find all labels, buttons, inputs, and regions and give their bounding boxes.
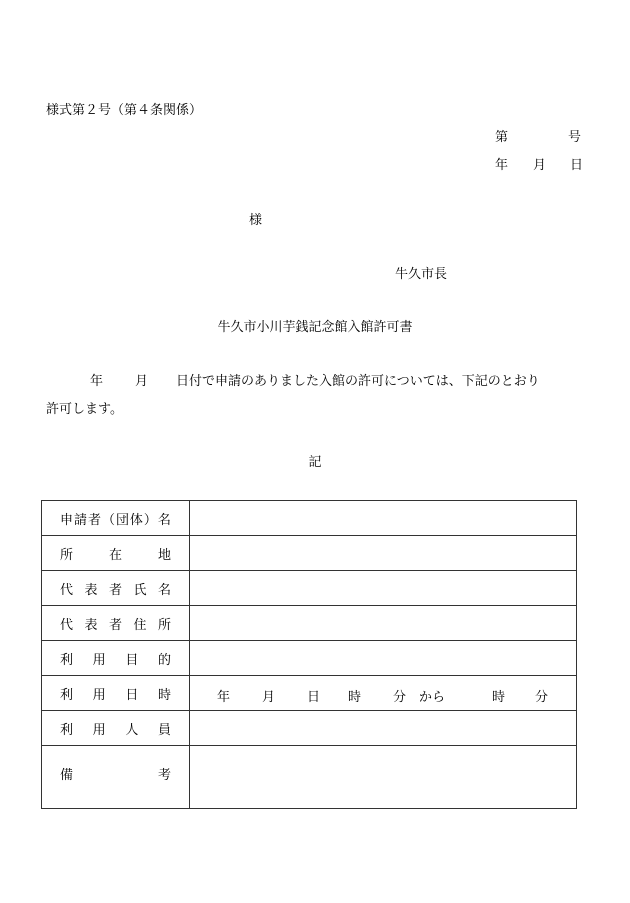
ref-go: 号 (568, 130, 582, 145)
datetime-label: 利 用 日 時 (42, 676, 190, 711)
remarks-field[interactable] (190, 746, 577, 809)
dt-year: 年 (217, 690, 231, 705)
rep-name-label: 代 表 者 氏 名 (42, 571, 190, 606)
table-row-rep-name (42, 571, 577, 606)
date-month: 月 (533, 158, 547, 173)
applicant-label: 申 請 者 （ 団 体 ） 名 (42, 501, 190, 536)
body-year: 年 (90, 374, 104, 389)
rep-name-field[interactable] (190, 571, 577, 606)
address-field[interactable] (190, 536, 577, 571)
table-row-purpose (42, 641, 577, 676)
visitors-label: 利 用 人 員 (42, 711, 190, 746)
date-day: 日 (570, 158, 584, 173)
dt-day: 日 (307, 690, 321, 705)
document-title: 牛久市小川芋銭記念館入館許可書 (217, 320, 413, 335)
applicant-field[interactable] (190, 501, 577, 536)
visitors-field[interactable] (190, 711, 577, 746)
dt-hour-start: 時 (348, 690, 362, 705)
issuer: 牛久市長 (395, 267, 448, 282)
address-label: 所 在 地 (42, 536, 190, 571)
body-month: 月 (135, 374, 149, 389)
table-row-visitors (42, 711, 577, 746)
body-text-line2: 許可します。 (46, 402, 123, 417)
ref-dai: 第 (495, 130, 509, 145)
form-number: 様式第２号（第４条関係） (46, 103, 203, 118)
dt-hour-end: 時 (492, 690, 506, 705)
addressee: 様 (249, 213, 263, 228)
purpose-field[interactable] (190, 641, 577, 676)
datetime-field[interactable] (190, 676, 577, 711)
purpose-label: 利 用 目 的 (42, 641, 190, 676)
details-table (41, 500, 577, 809)
table-row-remarks (42, 746, 577, 809)
dt-minute-end: 分 (535, 690, 549, 705)
dt-month: 月 (262, 690, 276, 705)
rep-address-label: 代 表 者 住 所 (42, 606, 190, 641)
body-text: 日付で申請のありました入館の許可については、下記のとおり (176, 374, 540, 389)
ki-heading: 記 (308, 455, 322, 470)
table-row-datetime (42, 676, 577, 711)
table-row-applicant (42, 501, 577, 536)
date-year: 年 (495, 158, 509, 173)
dt-from: から (419, 690, 446, 705)
table-row-address (42, 536, 577, 571)
table-row-rep-address (42, 606, 577, 641)
rep-address-field[interactable] (190, 606, 577, 641)
remarks-label: 備 考 (42, 746, 190, 809)
dt-minute-start: 分 (393, 690, 407, 705)
